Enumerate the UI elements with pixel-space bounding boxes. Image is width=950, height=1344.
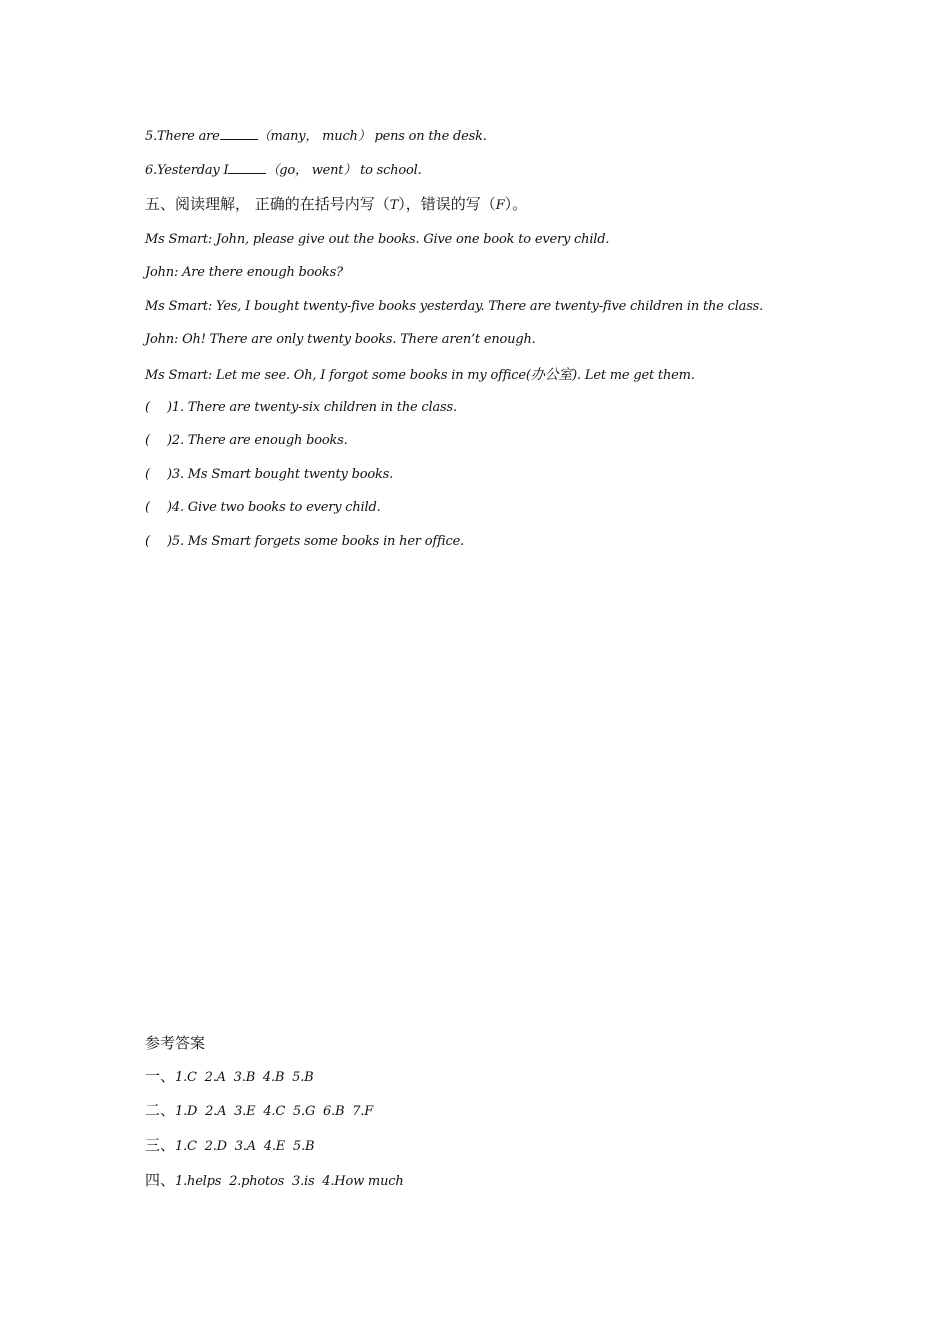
dialogue-line: Ms Smart: John, please give out the books. Give one book to every child. [145,232,610,247]
answer-paren: ( [145,534,150,549]
tf-question: ( )4. Give two books to every child. [145,500,381,515]
question-text: 6.Yesterday I [145,163,229,178]
answer-paren: ( [145,400,150,415]
tf-question: ( )5. Ms Smart forgets some books in her office. [145,534,465,549]
answer-row: 四、1.helps 2.photos 3.is 4.How much [145,1171,404,1189]
answer-paren: ( [145,500,150,515]
answer-key-title: 参考答案 [145,1034,206,1052]
tf-question: ( )1. There are twenty-six children in the class. [145,400,457,415]
question-options: （many， much） [257,129,371,144]
true-mark: T [389,198,399,213]
false-mark: F [495,198,505,213]
answer-paren: ( [145,467,150,482]
dialogue-line: John: Are there enough books? [145,265,343,280]
tf-question: ( )3. Ms Smart bought twenty books. [145,467,394,482]
question-text: 5.There are [145,129,220,144]
dialogue-line: Ms Smart: Yes, I bought twenty-five books yesterday. There are twenty-five children in the class. [145,299,764,314]
answer-row: 三、1.C 2.D 3.A 4.E 5.B [145,1136,315,1154]
fill-blank-item-6 [145,161,422,180]
question-text-end: pens on the desk. [370,129,487,144]
answer-row: 一、1.C 2.A 3.B 4.B 5.B [145,1067,314,1085]
dialogue-line: John: Oh! There are only twenty books. There aren’t enough. [145,332,536,347]
question-options: （go， went） [266,163,357,178]
section-5-heading: 五、阅读理解， 正确的在括号内写（T），错误的写（F）。 [145,195,528,213]
answer-blank [228,161,266,174]
answer-blank [220,127,258,140]
question-text-end: to school. [356,163,422,178]
tf-question: ( )2. There are enough books. [145,433,348,448]
dialogue-line: Ms Smart: Let me see. Oh, I forgot some books in my office(办公室). Let me get them. [145,367,695,383]
fill-blank-item-5 [145,127,487,146]
answer-paren: ( [145,433,150,448]
answer-row: 二、1.D 2.A 3.E 4.C 5.G 6.B 7.F [145,1101,374,1119]
